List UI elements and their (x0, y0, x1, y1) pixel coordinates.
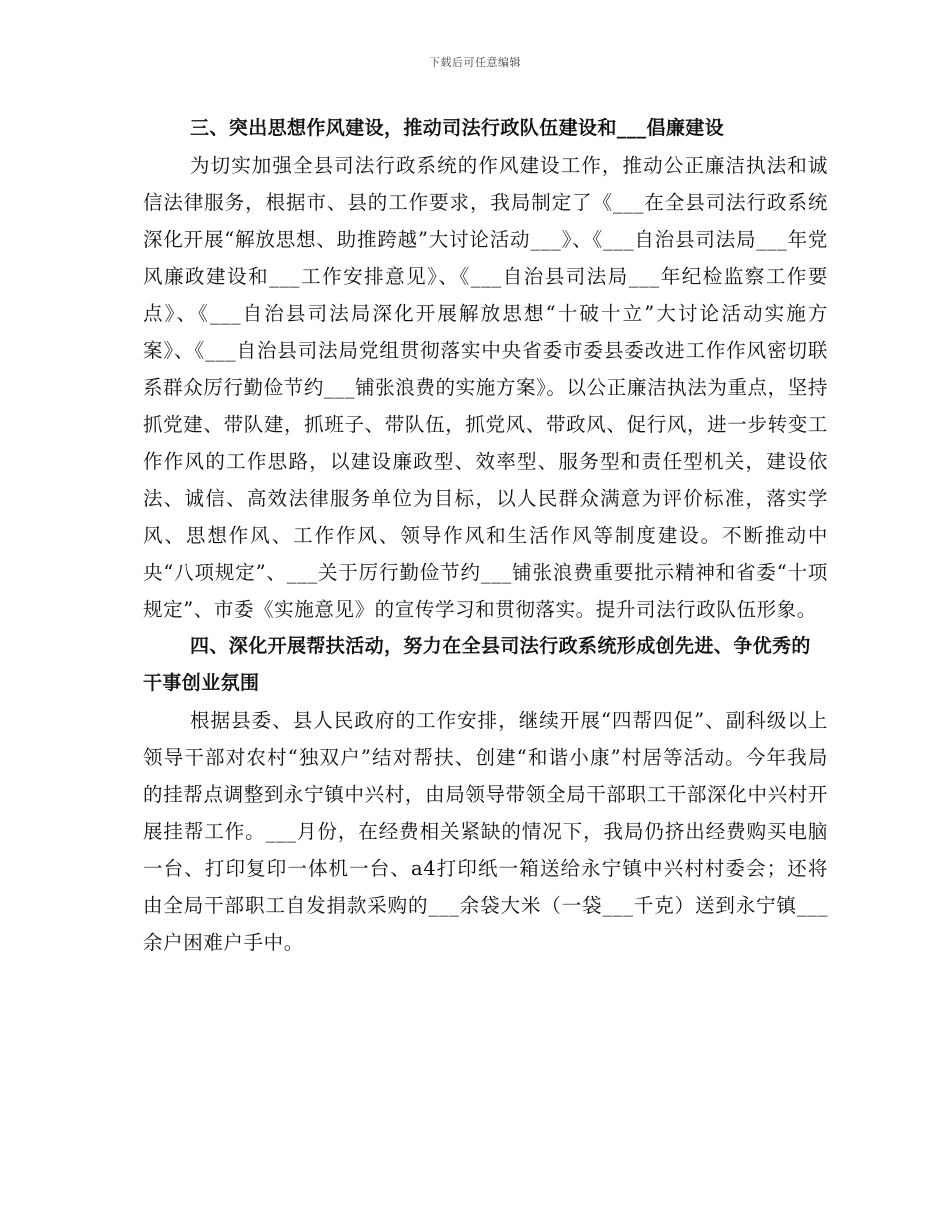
section-paragraph-3: 为切实加强全县司法行政系统的作风建设工作，推动公正廉洁执法和诚信法律服务，根据市、县的工作要求，我局制定了《___在全县司法行政系统深化开展“解放思想、助推跨越”大讨论活动___》、《___自治县司法局___年党风廉政建设和___工作安排意见》、《___自治县司法局___年纪检监察工作要点》、《___自治县司法局深化开展解放思想“十破十立”大讨论活动实施方案》、《___自治县司法局党组贯彻落实中央省委市委县委改进工作作风密切联系群众厉行勤俭节约___铺张浪费的实施方案》。以公正廉洁执法为重点，坚持抓党建、带队建，抓班子、带队伍，抓党风、带政风、促行风，进一步转变工作作风的工作思路，以建设廉政型、效率型、服务型和责任型机关，建设依法、诚信、高效法律服务单位为目标，以人民群众满意为评价标准，落实学风、思想作风、工作作风、领导作风和生活作风等制度建设。不断推动中央“八项规定”、___关于厉行勤俭节约___铺张浪费重要批示精神和省委“十项规定”、市委《实施意见》的宣传学习和贯彻落实。提升司法行政队伍形象。 (143, 154, 828, 621)
section-heading-3: 三、突出思想作风建设，推动司法行政队伍建设和___倡廉建设 (190, 117, 725, 139)
section-heading-4: 四、深化开展帮扶活动，努力在全县司法行政系统形成创先进、争优秀的干事创业氛围 (143, 635, 811, 694)
section-paragraph-4: 根据县委、县人民政府的工作安排，继续开展“四帮四促”、副科级以上领导干部对农村“独双户”结对帮扶、创建“和谐小康”村居等活动。今年我局的挂帮点调整到永宁镇中兴村，由局领导带领全局干部职工干部深化中兴村开展挂帮工作。___月份，在经费相关紧缺的情况下，我局仍挤出经费购买电脑一台、打印复印一体机一台、a4打印纸一箱送给永宁镇中兴村村委会；还将由全局干部职工自发捐款采购的___余袋大米（一袋___千克）送到永宁镇___余户困难户手中。 (143, 709, 828, 954)
document-body (143, 110, 828, 961)
page-header-note: 下载后可任意编辑 (429, 56, 521, 69)
